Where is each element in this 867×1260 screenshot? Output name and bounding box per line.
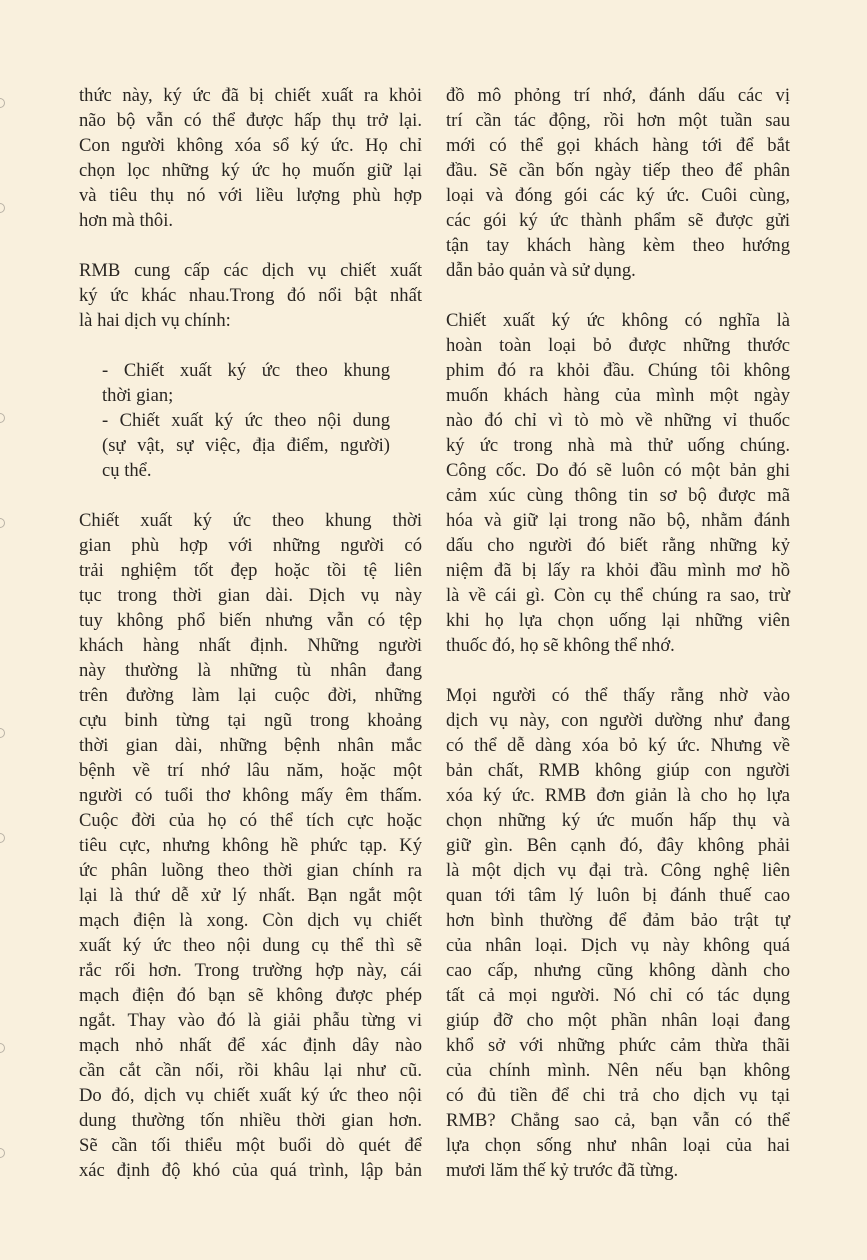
text-line: ký ức khác nhau.Trong đó nổi bật nhất (79, 285, 422, 306)
text-line: có thể dễ dàng xóa bỏ ký ức. Nhưng về (446, 735, 790, 756)
text-line: Con người không xóa sổ ký ức. Họ chỉ (79, 135, 422, 156)
text-line: dung thường tốn nhiều thời gian hơn. (79, 1110, 422, 1131)
text-line: hóa và giữ lại trong não bộ, nhằm đánh (446, 510, 790, 531)
text-line: là về cái gì. Còn cụ thể chúng ra sao, trừ (446, 585, 790, 606)
paragraph (446, 683, 790, 1183)
text-column-right (446, 83, 790, 1208)
text-line: này thường là những tù nhân đang (79, 660, 422, 681)
binding-hole (0, 1043, 5, 1053)
text-line: xác định độ khó của quá trình, lập bản (79, 1160, 422, 1181)
text-line: - Chiết xuất ký ức theo khung (102, 360, 390, 381)
binding-hole (0, 98, 5, 108)
text-line: mạch nhỏ nhất để xác định dây nào (79, 1035, 422, 1056)
text-line: gian phù hợp với những người có (79, 535, 422, 556)
text-line: nào đó chỉ vì tò mò về những vỉ thuốc (446, 410, 790, 431)
text-line: bệnh về trí nhớ lâu năm, hoặc một (79, 760, 422, 781)
text-column-left (79, 83, 422, 1208)
text-line: mới có thể gọi khách hàng tới để bắt (446, 135, 790, 156)
text-line: người có tuổi thơ không mấy êm thấm. (79, 785, 422, 806)
text-line: (sự vật, sự việc, địa điểm, người) (102, 435, 390, 456)
text-line: tiêu cực, nhưng không hề phức tạp. Ký (79, 835, 422, 856)
text-line: mạch điện đó bạn sẽ không được phép (79, 985, 422, 1006)
text-line: Cuộc đời của họ có thể tích cực hoặc (79, 810, 422, 831)
text-line: hơn mà thôi. (79, 210, 174, 231)
text-line: thời gian; (102, 385, 174, 406)
text-line: ký ức trong nhà mà thử uống chúng. (446, 435, 790, 456)
text-line: là một dịch vụ đại trà. Công nghệ liên (446, 860, 790, 881)
text-line: trên đường làm lại cuộc đời, những (79, 685, 422, 706)
text-line: khi họ lựa chọn uống lại những viên (446, 610, 790, 631)
text-line: chọn những ký ức muốn hấp thụ và (446, 810, 790, 831)
text-line: giữ gìn. Bên cạnh đó, đây không phải (446, 835, 790, 856)
text-line: Chiết xuất ký ức theo khung thời (79, 510, 422, 531)
text-line: Do đó, dịch vụ chiết xuất ký ức theo nội (79, 1085, 422, 1106)
text-line: và tiêu thụ nó với liều lượng phù hợp (79, 185, 422, 206)
text-line: Công cốc. Do đó sẽ luôn có một bản ghi (446, 460, 790, 481)
text-line: cao cấp, nhưng cũng không dành cho (446, 960, 790, 981)
text-line: các gói ký ức thành phẩm sẽ được gửi (446, 210, 790, 231)
text-line: của chính mình. Nên nếu bạn không (446, 1060, 790, 1081)
paragraph (79, 83, 422, 233)
paragraph (79, 258, 422, 333)
text-line: RMB cung cấp các dịch vụ chiết xuất (79, 260, 422, 281)
text-line: cảm xúc cùng thông tin sơ bộ được mã (446, 485, 790, 506)
text-line: thời gian dài, những bệnh nhân mắc (79, 735, 422, 756)
text-line: dấu cho người đó biết rằng những kỷ (446, 535, 790, 556)
bullet-list (102, 358, 390, 483)
binding-hole (0, 728, 5, 738)
text-line: mươi lăm thế kỷ trước đã từng. (446, 1160, 679, 1181)
text-line: bản chất, RMB không giúp con người (446, 760, 790, 781)
text-line: ức phân luồng theo thời gian chính ra (79, 860, 422, 881)
text-line: muốn khách hàng của mình một ngày (446, 385, 790, 406)
text-line: cần cắt cần nối, rồi khâu lại như cũ. (79, 1060, 422, 1081)
text-line: loại và đóng gói các ký ức. Cuôi cùng, (446, 185, 790, 206)
text-line: tục trong thời gian dài. Dịch vụ này (79, 585, 422, 606)
paragraph (446, 83, 790, 283)
text-line: hoàn toàn loại bỏ được những thước (446, 335, 790, 356)
text-line: dẫn bảo quản và sử dụng. (446, 260, 636, 281)
text-line: chọn lọc những ký ức họ muốn giữ lại (79, 160, 422, 181)
text-line: thức này, ký ức đã bị chiết xuất ra khỏi (79, 85, 422, 106)
text-line: là hai dịch vụ chính: (79, 310, 231, 331)
paragraph (446, 308, 790, 658)
binding-hole (0, 413, 5, 423)
text-line: cựu binh từng tại ngũ trong khoảng (79, 710, 422, 731)
text-line: Mọi người có thể thấy rằng nhờ vào (446, 685, 790, 706)
text-line: đồ mô phỏng trí nhớ, đánh dấu các vị (446, 85, 790, 106)
text-line: xuất ký ức theo nội dung cụ thể thì sẽ (79, 935, 422, 956)
text-line: thuốc đó, họ sẽ không thể nhớ. (446, 635, 675, 656)
text-line: lại là thứ dễ xử lý nhất. Bạn ngắt một (79, 885, 422, 906)
text-line: não bộ vẫn có thể được hấp thụ trở lại. (79, 110, 422, 131)
text-line: có đủ tiền để chi trả cho dịch vụ tại (446, 1085, 790, 1106)
text-line: hơn bình thường để đảm bảo trật tự (446, 910, 790, 931)
text-line: tận tay khách hàng kèm theo hướng (446, 235, 790, 256)
text-line: phim đó ra khỏi đầu. Chúng tôi không (446, 360, 790, 381)
text-line: tất cả mọi người. Nó chỉ có tác dụng (446, 985, 790, 1006)
text-line: tuy không phổ biến nhưng vẫn có tệp (79, 610, 422, 631)
text-line: rắc rối hơn. Trong trường hợp này, cái (79, 960, 422, 981)
text-line: Sẽ cần tối thiểu một buổi dò quét để (79, 1135, 422, 1156)
text-line: đầu. Sẽ cần bốn ngày tiếp theo để phân (446, 160, 790, 181)
text-line: quan tới tâm lý luôn bị đánh thuế cao (446, 885, 790, 906)
text-line: ngắt. Thay vào đó là giải phẫu từng vi (79, 1010, 422, 1031)
text-line: - Chiết xuất ký ức theo nội dung (102, 410, 390, 431)
text-line: giúp đỡ cho một phần nhân loại đang (446, 1010, 790, 1031)
text-line: RMB? Chẳng sao cả, bạn vẫn có thể (446, 1110, 790, 1131)
paragraph (79, 508, 422, 1183)
text-line: Chiết xuất ký ức không có nghĩa là (446, 310, 790, 331)
text-line: mạch điện là xong. Còn dịch vụ chiết (79, 910, 422, 931)
binding-hole (0, 203, 5, 213)
binding-hole (0, 1148, 5, 1158)
text-line: xóa ký ức. RMB đơn giản là cho họ lựa (446, 785, 790, 806)
binding-hole (0, 518, 5, 528)
text-line: cụ thể. (102, 460, 152, 481)
text-line: trí cần tác động, rồi hơn một tuần sau (446, 110, 790, 131)
binding-hole (0, 833, 5, 843)
text-line: của nhân loại. Dịch vụ này không quá (446, 935, 790, 956)
text-line: khổ sở với những phức cảm thừa thãi (446, 1035, 790, 1056)
text-line: niệm đã bị lấy ra khỏi đầu mình mơ hồ (446, 560, 790, 581)
text-line: lựa chọn sống như nhân loại của hai (446, 1135, 790, 1156)
text-line: khách hàng nhất định. Những người (79, 635, 422, 656)
text-line: trải nghiệm tốt đẹp hoặc tồi tệ liên (79, 560, 422, 581)
text-line: dịch vụ này, con người dường như đang (446, 710, 790, 731)
